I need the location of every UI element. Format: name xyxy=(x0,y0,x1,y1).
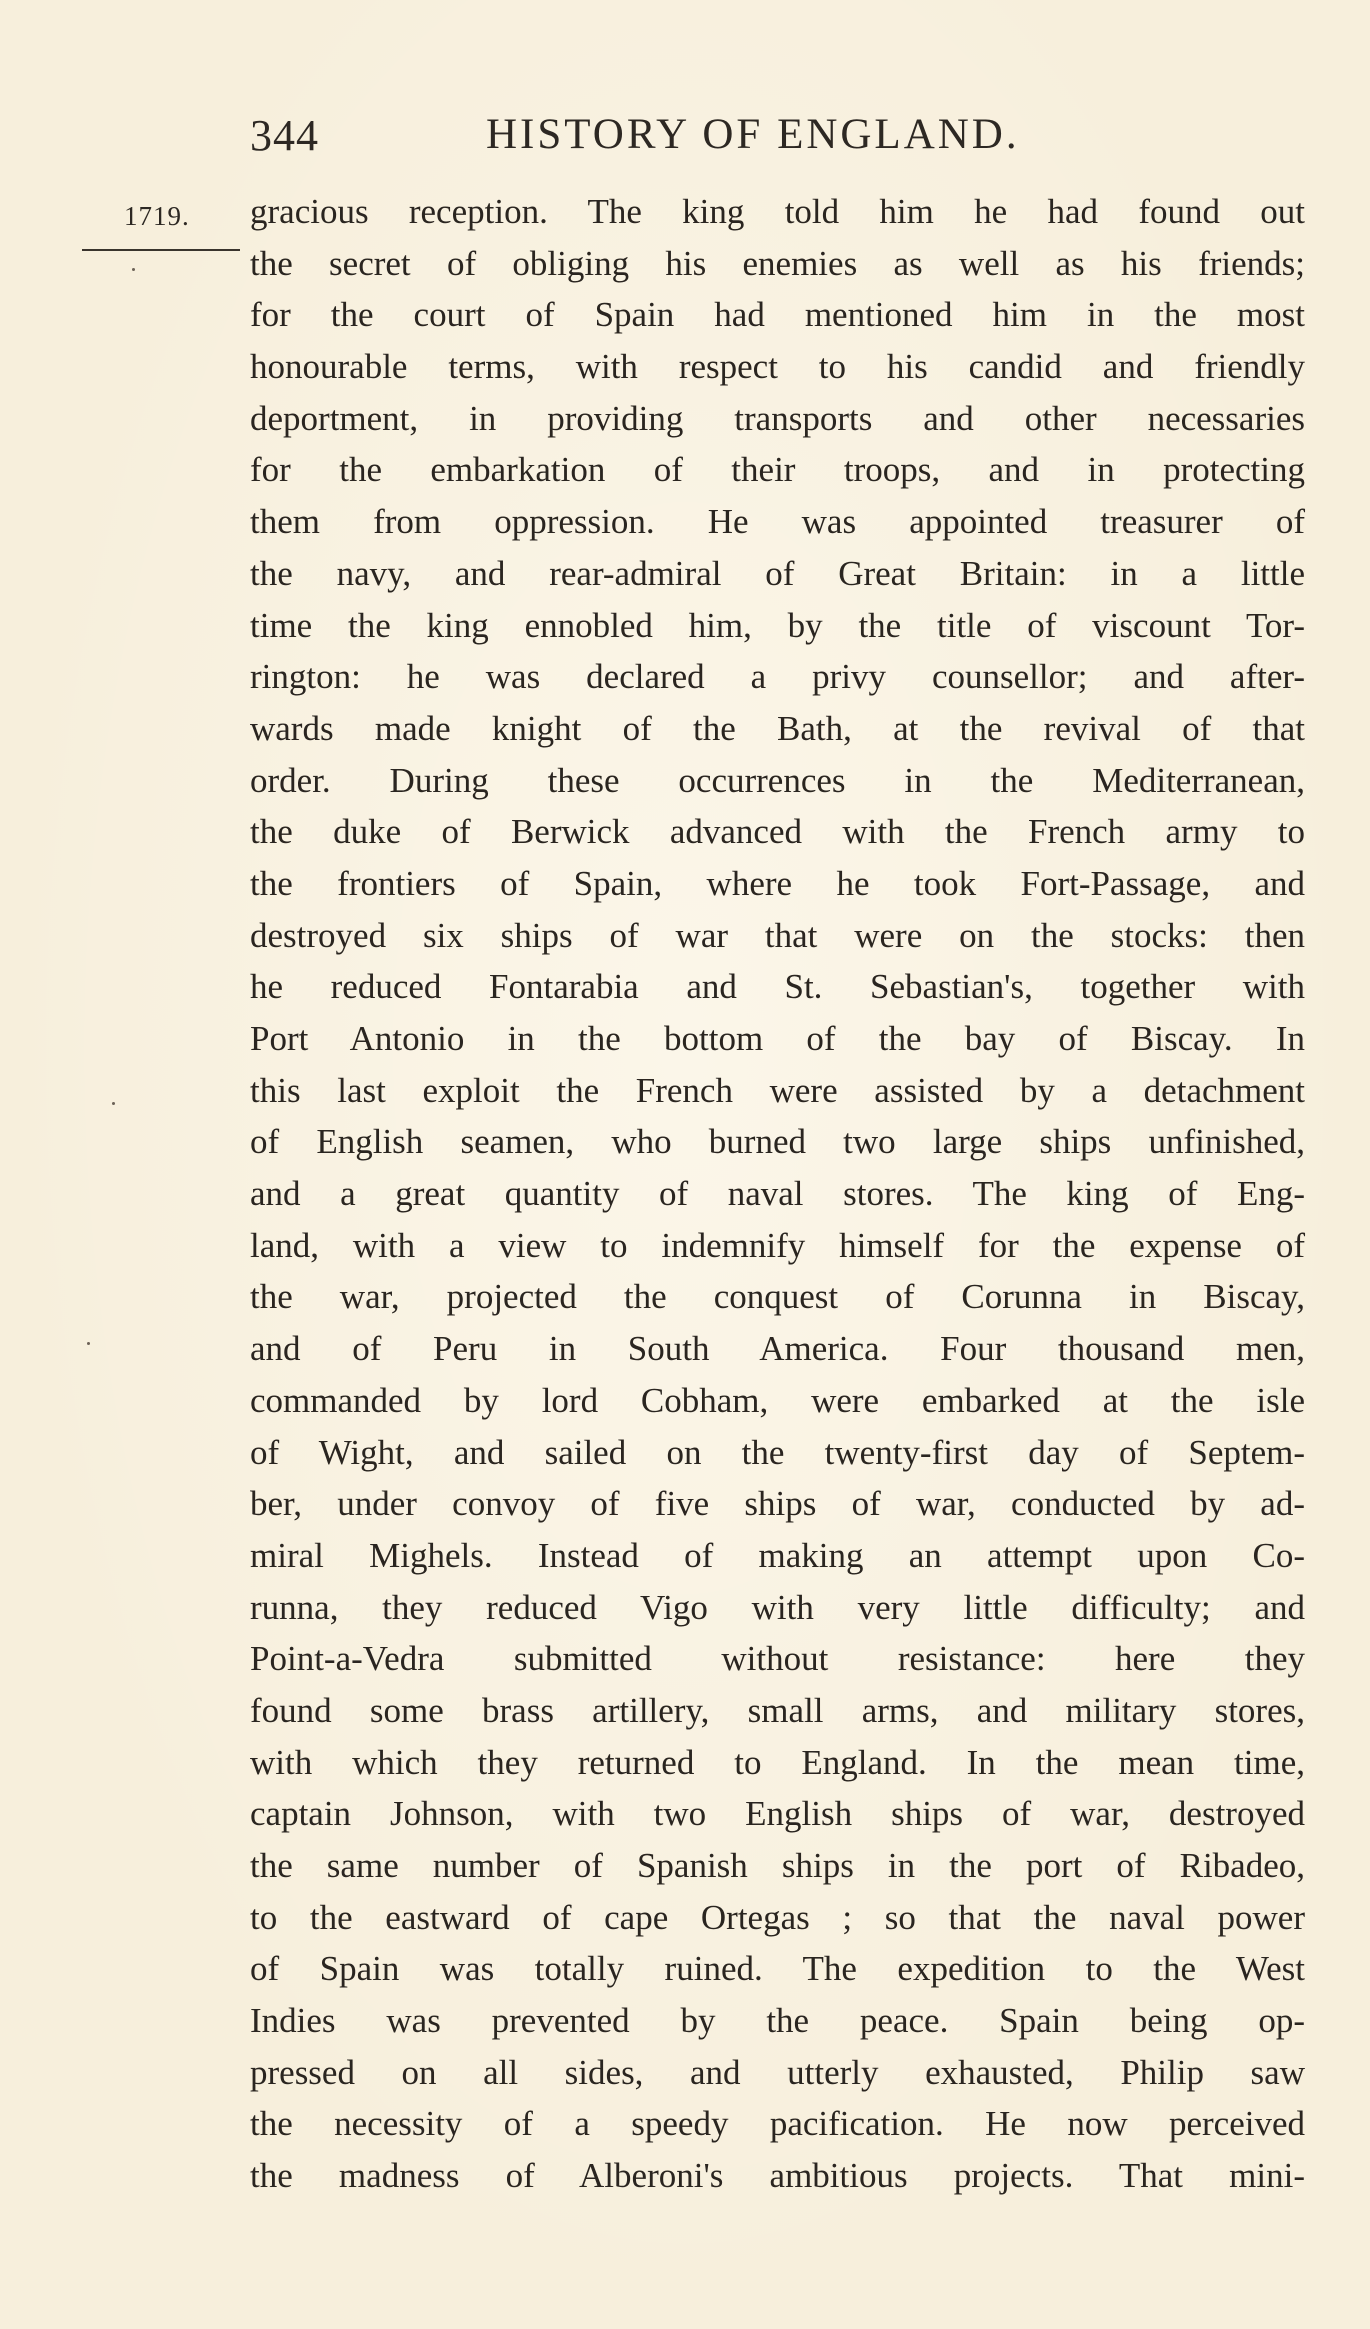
text-line: honourable terms, with respect to his candid and friendly xyxy=(250,347,1305,387)
text-line: of English seamen, who burned two large ships unfinished, xyxy=(250,1122,1305,1162)
text-line: time the king ennobled him, by the title of viscount Tor- xyxy=(250,605,1305,645)
body-text xyxy=(250,186,1305,2202)
text-line: runna, they reduced Vigo with very little difficulty; and xyxy=(250,1587,1305,1627)
text-line: of Wight, and sailed on the twenty-first day of Septem- xyxy=(250,1432,1305,1472)
text-line: pressed on all sides, and utterly exhausted, Philip saw xyxy=(250,2052,1305,2092)
text-line: the same number of Spanish ships in the port of Ribadeo, xyxy=(250,1846,1305,1885)
text-line: for the embarkation of their troops, and in protecting xyxy=(250,450,1305,490)
text-line: wards made knight of the Bath, at the revival of that xyxy=(250,708,1305,748)
text-line: the madness of Alberoni's ambitious projects. That mini- xyxy=(250,2156,1305,2196)
text-line: to the eastward of cape Ortegas ; so that the naval power xyxy=(250,1897,1305,1937)
text-line: for the court of Spain had mentioned him in the most xyxy=(250,295,1305,335)
text-line: the war, projected the conquest of Corunna in Biscay, xyxy=(250,1277,1305,1317)
margin-speck xyxy=(112,1102,115,1105)
text-line: with which they returned to England. In the mean time, xyxy=(250,1742,1305,1782)
text-line: commanded by lord Cobham, were embarked at the isle xyxy=(250,1380,1305,1420)
text-line: land, with a view to indemnify himself for the expense of xyxy=(250,1225,1305,1265)
text-line: the necessity of a speedy pacification. He now perceived xyxy=(250,2104,1305,2144)
text-line: Point-a-Vedra submitted without resistance: here they xyxy=(250,1639,1305,1679)
text-line: of Spain was totally ruined. The expedition to the West xyxy=(250,1949,1305,1989)
text-line: the secret of obliging his enemies as well as his friends; xyxy=(250,243,1305,283)
text-line: and a great quantity of naval stores. The king of Eng- xyxy=(250,1174,1305,1214)
text-line: he reduced Fontarabia and St. Sebastian's, together with xyxy=(250,967,1305,1007)
text-line: ber, under convoy of five ships of war, conducted by ad- xyxy=(250,1484,1305,1524)
text-line: them from oppression. He was appointed treasurer of xyxy=(250,502,1305,542)
running-title: HISTORY OF ENGLAND. xyxy=(486,111,1020,158)
text-line: the navy, and rear-admiral of Great Britain: in a little xyxy=(250,553,1305,593)
page-number: 344 xyxy=(250,111,319,160)
text-line: miral Mighels. Instead of making an attempt upon Co- xyxy=(250,1535,1305,1575)
margin-year-note: 1719. xyxy=(124,201,190,231)
margin-speck xyxy=(87,1342,90,1345)
text-line: rington: he was declared a privy counsellor; and after- xyxy=(250,657,1305,697)
text-line: gracious reception. The king told him he had found out xyxy=(250,192,1305,231)
text-line: found some brass artillery, small arms, and military stores, xyxy=(250,1690,1305,1730)
text-line: Indies was prevented by the peace. Spain being op- xyxy=(250,2001,1305,2041)
text-line: destroyed six ships of war that were on the stocks: then xyxy=(250,915,1305,955)
text-line: deportment, in providing transports and other necessaries xyxy=(250,398,1305,438)
text-line: and of Peru in South America. Four thousand men, xyxy=(250,1329,1305,1369)
text-line: Port Antonio in the bottom of the bay of Biscay. In xyxy=(250,1019,1305,1058)
text-line: captain Johnson, with two English ships of war, destroyed xyxy=(250,1794,1305,1834)
text-line: this last exploit the French were assisted by a detachment xyxy=(250,1070,1305,1110)
text-line: the duke of Berwick advanced with the French army to xyxy=(250,812,1305,852)
margin-rule xyxy=(82,249,240,251)
text-line: the frontiers of Spain, where he took Fort-Passage, and xyxy=(250,863,1305,903)
margin-speck xyxy=(132,268,135,271)
text-line: order. During these occurrences in the Mediterranean, xyxy=(250,760,1305,800)
